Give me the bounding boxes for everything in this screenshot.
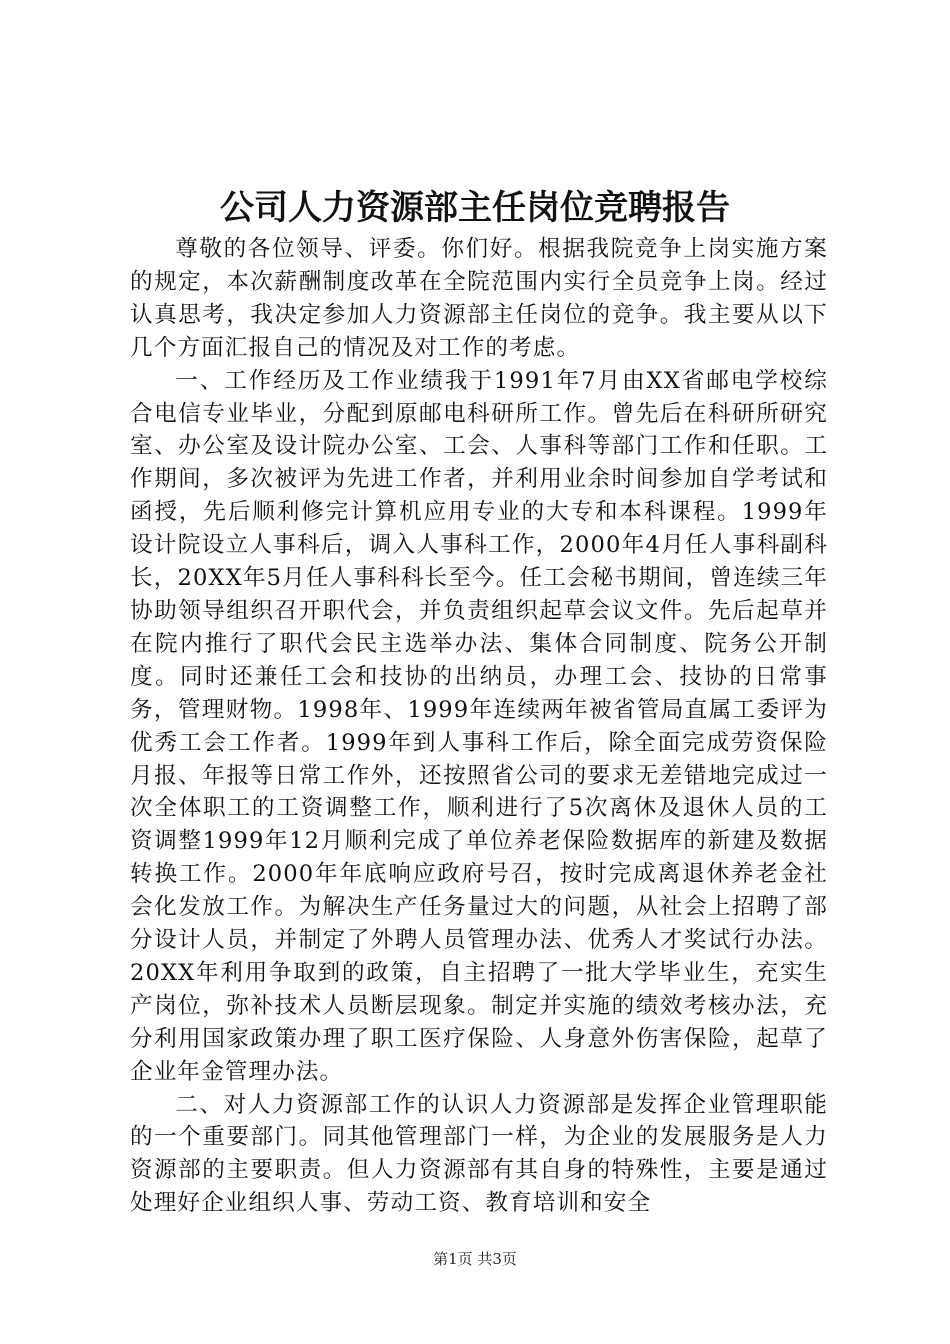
- document-title: 公司人力资源部主任岗位竞聘报告: [220, 188, 730, 228]
- paragraph-hr-understanding: 二、对人力资源部工作的认识人力资源部是发挥企业管理职能的一个重要部门。同其他管理部门一样，为企业的发展服务是人力资源部的主要职责。但人力资源部有其自身的特殊性，主要是通过处理好企业组织人事、劳动工资、教育培训和安全: [130, 1091, 828, 1217]
- paragraph-work-experience: 一、工作经历及工作业绩我于1991年7月由XX省邮电学校综合电信专业毕业，分配到原邮电科研所工作。曾先后在科研所研究室、办公室及设计院办公室、工会、人事科等部门工作和任职。工作期间，多次被评为先进工作者，并利用业余时间参加自学考试和函授，先后顺利修完计算机应用专业的大专和本科课程。1999年设计院设立人事科后，调入人事科工作，2000年4月任人事科副科长，20XX年5月任人事科科长至今。任工会秘书期间，曾连续三年协助领导组织召开职代会，并负责组织起草会议文件。先后起草并在院内推行了职代会民主选举办法、集体合同制度、院务公开制度。同时还兼任工会和技协的出纳员，办理工会、技协的日常事务，管理财物。1998年、1999年连续两年被省管局直属工委评为优秀工会工作者。1999年到人事科工作后，除全面完成劳资保险月报、年报等日常工作外，还按照省公司的要求无差错地完成过一次全体职工的工资调整工作，顺利进行了5次离休及退休人员的工资调整1999年12月顺利完成了单位养老保险数据库的新建及数据转换工作。2000年年底响应政府号召，按时完成离退休养老金社会化发放工作。为解决生产任务量过大的问题，从社会上招聘了部分设计人员，并制定了外聘人员管理办法、优秀人才奖试行办法。20XX年利用争取到的政策，自主招聘了一批大学毕业生，充实生产岗位，弥补技术人员断层现象。制定并实施的绩效考核办法，充分利用国家政策办理了职工医疗保险、人身意外伤害保险，起草了企业年金管理办法。: [130, 367, 828, 1085]
- paragraph-greeting: 尊敬的各位领导、评委。你们好。根据我院竞争上岗实施方案的规定，本次薪酬制度改革在全院范围内实行全员竞争上岗。经过认真思考，我决定参加人力资源部主任岗位的竞争。我主要从以下几个方面汇报自己的情况及对工作的考虑。: [130, 236, 828, 361]
- document-body: [130, 233, 828, 1220]
- page-footer: 第1页 共3页: [433, 1250, 517, 1268]
